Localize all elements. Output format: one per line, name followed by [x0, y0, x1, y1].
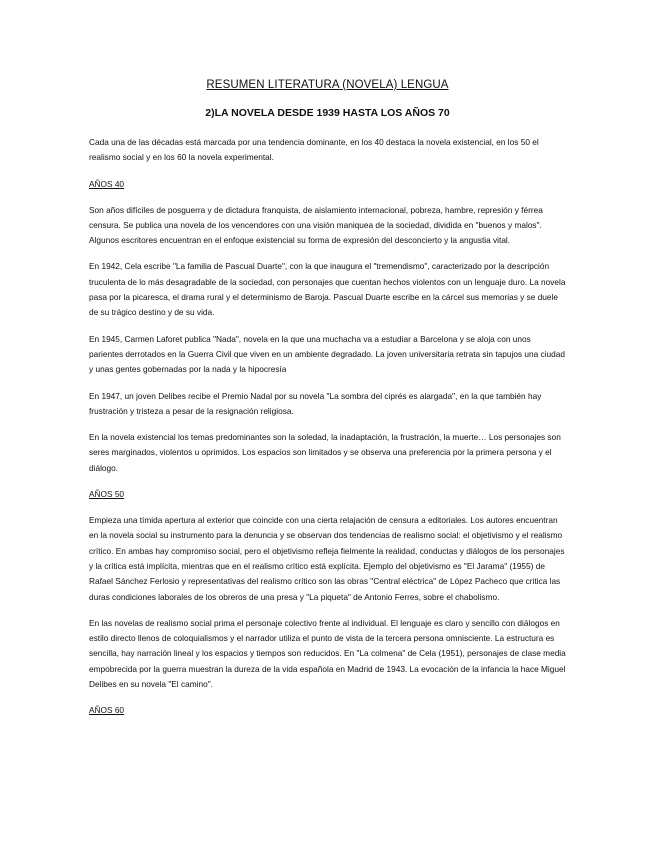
section-heading-anos-50: AÑOS 50: [89, 489, 125, 500]
document-subtitle: 2)LA NOVELA DESDE 1939 HASTA LOS AÑOS 70: [205, 107, 450, 119]
paragraph: En 1942, Cela escribe "La familia de Pascual Duarte", con la que inaugura el "tremendismo", caracterizado por la descripción truculenta de lo más desagradable de la sociedad, con personajes que cuentan hechos violentos con un lenguaje duro. La novela pasa por la picaresca, el drama rural y el determinismo de Baroja. Pascual Duarte escribe en la cárcel sus memorias y se duele de su trágico destino y de su vida.: [89, 261, 566, 318]
paragraph: En las novelas de realismo social prima el personaje colectivo frente al individual. El lenguaje es claro y sencillo con diálogos en estilo directo llenos de coloquialismos y el narrador utiliza el punto de vista de la tercera persona omnisciente. La estructura es sencilla, hay narración lineal y los espacios y tiempos son reducidos. En "La colmena" de Cela (1951), personajes de clase media empobrecida por la guerra muestran la dureza de la vida española en Madrid de 1943. La evocación de la infancia la hace Miguel Delibes en su novela "El camino".: [89, 617, 566, 690]
paragraph: En 1947, un joven Delibes recibe el Premio Nadal por su novela "La sombra del ciprés es alargada", en la que también hay frustración y tristeza a pesar de la resignación religiosa.: [89, 390, 542, 416]
paragraph: Son años difíciles de posguerra y de dictadura franquista, de aislamiento internacional, pobreza, hambre, represión y férrea censura. Se publica una novela de los vencendores con una visión maniquea de la sociedad, dividida en "buenos y malos". Algunos escritores encuentran en el enfoque existencial su forma de expresión del desconcierto y la angustia vital.: [89, 204, 543, 246]
paragraph: En 1945, Carmen Laforet publica "Nada", novela en la que una muchacha va a estudiar a Barcelona y se aloja con unos parientes derrotados en la Guerra Civil que viven en un ambiente degradado. La joven universitaria retrata sin tapujos una ciudad y unas gentes gobernadas por la nada y la hipocresía: [89, 333, 565, 375]
paragraph: En la novela existencial los temas predominantes son la soledad, la inadaptación, la frustración, la muerte… Los personajes son seres marginados, violentos u oprimidos. Los espacios son limitados y se observa una preferencia por la primera persona y el diálogo.: [89, 432, 561, 473]
intro-paragraph: Cada una de las décadas está marcada por una tendencia dominante, en los 40 destaca la novela existencial, en los 50 el realismo social y en los 60 la novela experimental.: [89, 137, 539, 163]
section-heading-anos-60: AÑOS 60: [89, 705, 125, 716]
section-heading-anos-40: AÑOS 40: [89, 178, 125, 189]
document-title: RESUMEN LITERATURA (NOVELA) LENGUA: [206, 79, 449, 91]
paragraph: Empieza una tímida apertura al exterior que coincide con una cierta relajación de censura a editoriales. Los autores encuentran en la novela social su instrumento para la denuncia y se observan dos tendencias de realismo social: el objetivismo y el realismo crítico. En ambas hay compromiso social, pero el objetivismo refleja fielmente la realidad, conductas y diálogos de los personajes y la crítica está implícita, mientras que en el realismo crítico está explícita. Ejemplo del objetivismo es "El Jarama" (1955) de Rafael Sánchez Ferlosio y representativas del realismo crítico son las obras "Central eléctrica" de López Pacheco que critica las duras condiciones laborales de los obreros de una presa y "La piqueta" de Antonio Ferres, sobre el chabolismo.: [89, 515, 565, 602]
